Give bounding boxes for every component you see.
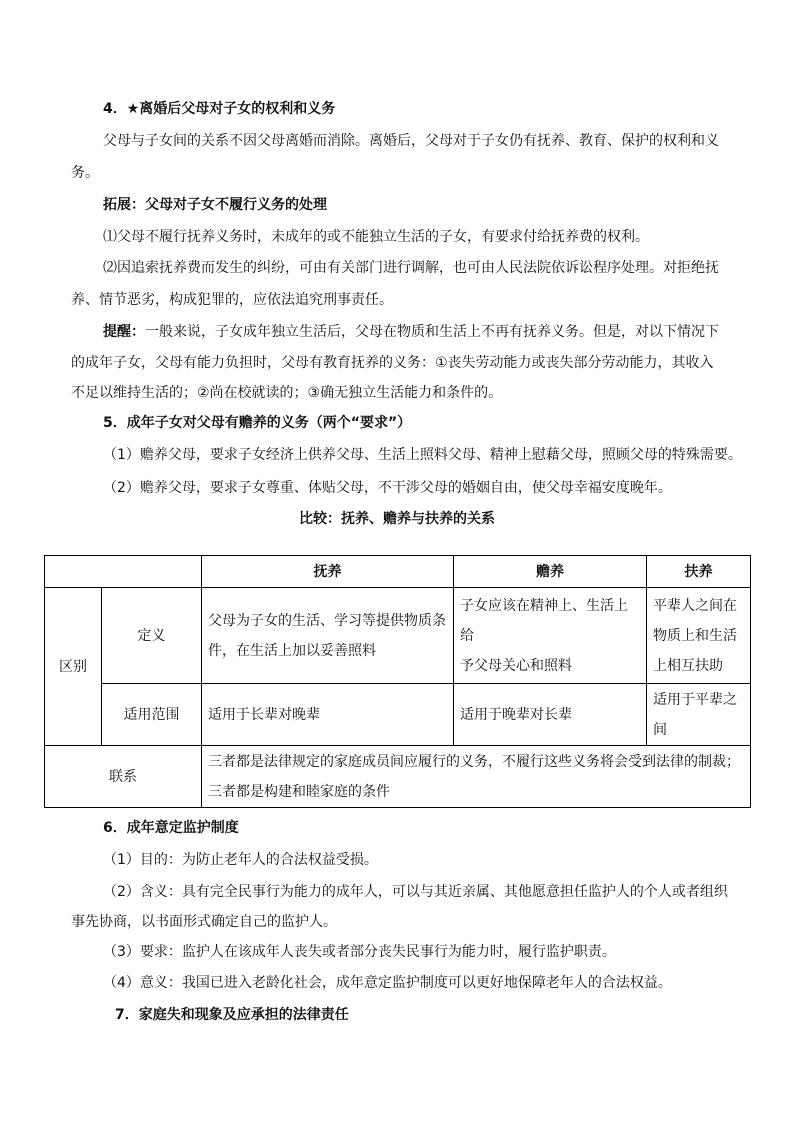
header-shanyang: 赡养 xyxy=(454,556,647,588)
extension-item-2-line-1: ⑵因追索抚养费而发生的纠纷，可由有关部门进行调解，也可由人民法院依诉讼程序处理。对拒绝抚 xyxy=(103,260,719,276)
reminder-text: 一般来说，子女成年独立生活后，父母在物质和生活上不再有抚养义务。但是，对以下情况下 xyxy=(145,324,719,340)
def-fuyang-peer-line-3: 上相互扶助 xyxy=(653,657,723,674)
extension-title: 拓展：父母对子女不履行义务的处理 xyxy=(103,197,327,213)
s4-paragraph-line-1: 父母与子女间的关系不因父母离婚而消除。离婚后，父母对于子女仍有抚养、教育、保护的权利和义 xyxy=(103,133,719,149)
def-fuyang-line-2: 件，在生活上加以妥善照料 xyxy=(208,642,376,659)
s6-item-3: （3）要求：监护人在该成年人丧失或者部分丧失民事行为能力时，履行监护职责。 xyxy=(103,944,616,960)
difference-label: 区别 xyxy=(45,588,102,746)
reminder-label: 提醒： xyxy=(103,324,145,340)
def-shanyang-line-2: 予父母关心和照料 xyxy=(460,657,572,674)
header-fuyang-peer: 扶养 xyxy=(647,556,751,588)
s4-paragraph-line-2: 务。 xyxy=(71,165,99,181)
def-shanyang-cell xyxy=(454,588,647,684)
link-line-2: 三者都是构建和睦家庭的条件 xyxy=(208,783,390,800)
scope-label: 适用范围 xyxy=(102,684,202,746)
section-5-title: 5．成年子女对父母有赡养的义务（两个“要求”） xyxy=(103,415,412,431)
comparison-table xyxy=(44,555,751,808)
reminder-line-1 xyxy=(103,322,719,342)
scope-fuyang-peer-line-1: 适用于平辈之 xyxy=(653,691,737,708)
def-shanyang-line-1: 子女应该在精神上、生活上给 xyxy=(460,597,628,644)
table-header-row xyxy=(45,556,751,588)
link-line-1: 三者都是法律规定的家庭成员间应履行的义务，不履行这些义务将会受到法律的制裁； xyxy=(208,753,740,770)
header-fuyang: 抚养 xyxy=(202,556,454,588)
scope-shanyang: 适用于晚辈对长辈 xyxy=(454,684,647,746)
definition-label: 定义 xyxy=(102,588,202,684)
s6-item-4: （4）意义：我国已进入老龄化社会，成年意定监护制度可以更好地保障老年人的合法权益。 xyxy=(103,975,672,991)
link-cell xyxy=(202,746,751,808)
scope-fuyang-peer-line-2: 间 xyxy=(653,721,667,738)
def-fuyang-cell xyxy=(202,588,454,684)
extension-item-1: ⑴父母不履行抚养义务时，未成年的或不能独立生活的子女，有要求付给抚养费的权利。 xyxy=(103,229,649,245)
header-empty-cell xyxy=(45,556,202,588)
scope-row xyxy=(45,684,751,746)
def-fuyang-peer-cell xyxy=(647,588,751,684)
reminder-line-3: 不足以维持生活的；②尚在校就读的；③确无独立生活能力和条件的。 xyxy=(71,385,503,401)
s5-item-2: （2）赡养父母，要求子女尊重、体贴父母，不干涉父母的婚姻自由，使父母幸福安度晚年。 xyxy=(103,480,672,496)
section-6-title: 6．成年意定监护制度 xyxy=(103,820,239,836)
s6-item-1: （1）目的：为防止老年人的合法权益受损。 xyxy=(103,852,378,868)
scope-fuyang-peer-cell xyxy=(647,684,751,746)
link-row xyxy=(45,746,751,808)
table-caption: 比较：抚养、赡养与扶养的关系 xyxy=(299,511,495,527)
reminder-line-2: 的成年子女，父母有能力负担时，父母有教育抚养的义务：①丧失劳动能力或丧失部分劳动能力，其收入 xyxy=(71,355,714,371)
link-label: 联系 xyxy=(45,746,202,808)
def-fuyang-peer-line-1: 平辈人之间在 xyxy=(653,597,737,614)
s5-item-1: （1）赡养父母，要求子女经济上供养父母、生活上照料父母、精神上慰藉父母，照顾父母的特殊需要。 xyxy=(103,447,742,463)
scope-fuyang: 适用于长辈对晚辈 xyxy=(202,684,454,746)
def-fuyang-peer-line-2: 物质上和生活 xyxy=(653,627,737,644)
definition-row xyxy=(45,588,751,684)
section-7-title: 7．家庭失和现象及应承担的法律责任 xyxy=(115,1007,349,1023)
def-fuyang-line-1: 父母为子女的生活、学习等提供物质条 xyxy=(208,612,446,629)
s6-item-2-line-2: 事先协商，以书面形式确定自己的监护人。 xyxy=(71,914,337,930)
extension-item-2-line-2: 养、情节恶劣，构成犯罪的，应依法追究刑事责任。 xyxy=(71,292,393,308)
s6-item-2-line-1: （2）含义：具有完全民事行为能力的成年人，可以与其近亲属、其他愿意担任监护人的个人或者组织 xyxy=(103,884,728,900)
section-4-title: 4．★离婚后父母对子女的权利和义务 xyxy=(103,101,336,117)
